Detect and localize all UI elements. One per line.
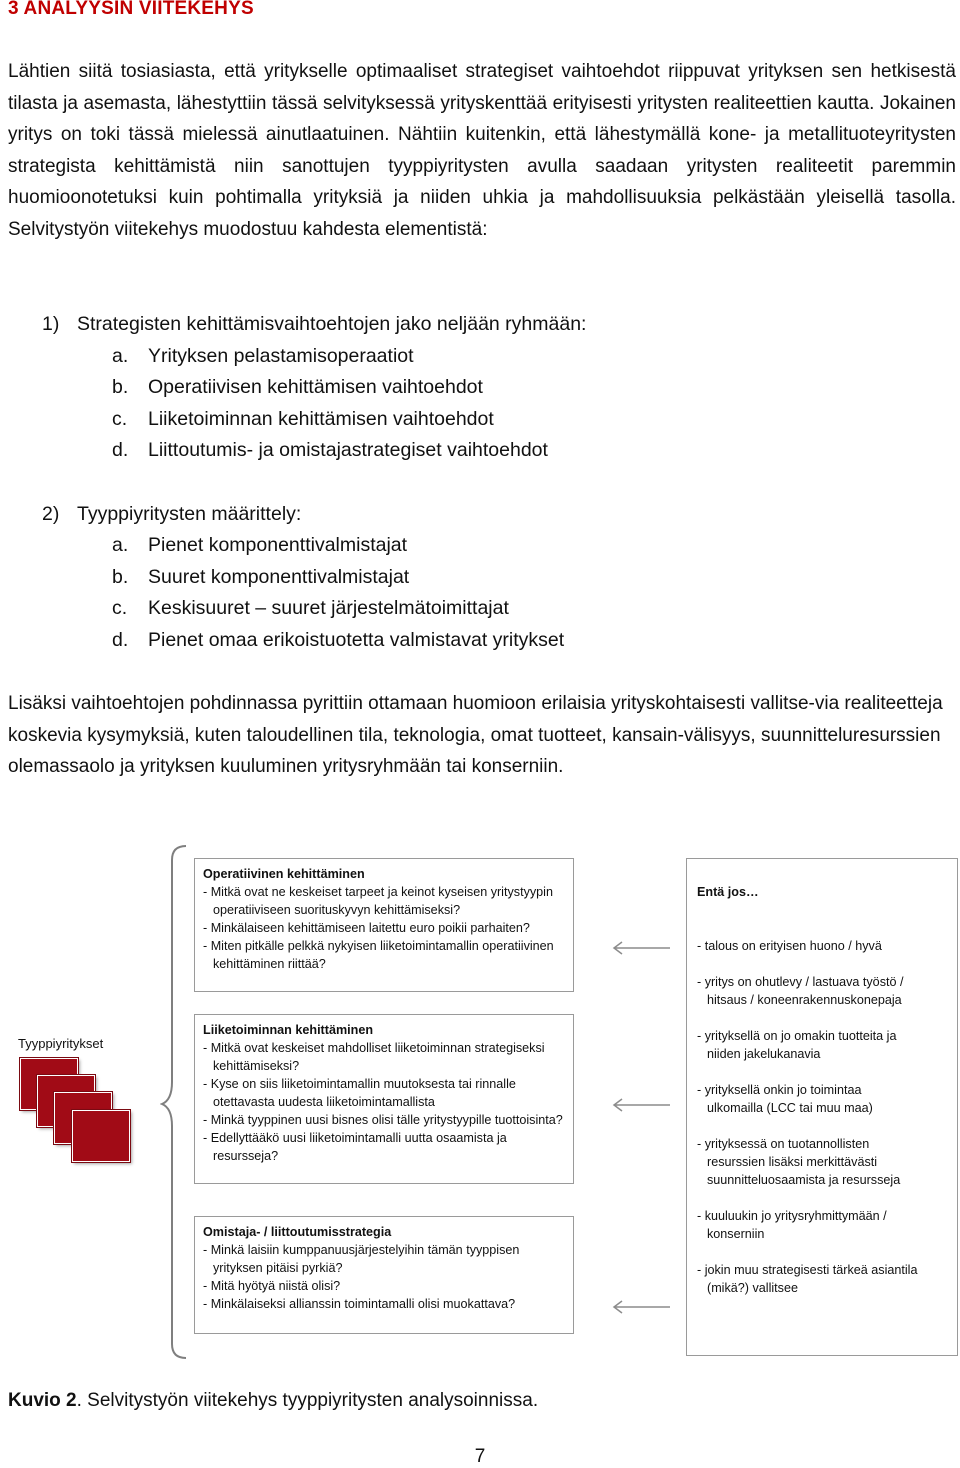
framework-diagram bbox=[0, 840, 960, 1370]
what-if-item: resurssien lisäksi merkittävästi bbox=[707, 1155, 878, 1169]
caption-label: Kuvio 2 bbox=[8, 1390, 77, 1411]
list2-item-letter: b. bbox=[112, 566, 129, 588]
box-title: Liiketoiminnan kehittäminen bbox=[203, 1023, 374, 1037]
box-bullet: - Mitkä ovat keskeiset mahdolliset liiketoiminnan strategiseksi kehittämiseksi? bbox=[203, 1041, 545, 1073]
what-if-item: hitsaus / koneenrakennuskonepaja bbox=[707, 993, 902, 1007]
list1-item-letter: d. bbox=[112, 439, 129, 461]
what-if-item: suunnitteluosaamista ja resursseja bbox=[707, 1173, 901, 1187]
curly-brace-icon bbox=[160, 842, 190, 1362]
box-bullet: - Minkälaiseen kehittämiseen laitettu euro poikii parhaiten? bbox=[203, 921, 530, 935]
intro-paragraph: Lähtien siitä tosiasiasta, että yritykselle optimaaliset strategiset vaihtoehdot riippuvat yrityksen sen hetkisestä tilasta ja asemasta, lähestyttiin tässä selvityksessä yrityskenttää erityisesti yritysten realiteettien kautta. Jokainen yritys on toki tässä mielessä ainutlaatuinen. Nähtiin kuitenkin, että lähestymällä kone- ja metallituoteyritysten strategista kehittämistä niin sanottujen tyyppiyritysten avulla saadaan yritysten realiteetit paremmin huomioonotetuksi kuin pohtimalla yrityksiä ja niiden uhkia ja mahdollisuuksia pelkästään yleisellä tasolla. Selvitystyön viitekehys muodostuu kahdesta elementistä: bbox=[8, 61, 956, 240]
what-if-box bbox=[686, 858, 958, 1356]
list1-item-letter: a. bbox=[112, 345, 129, 367]
list1-number: 1) bbox=[42, 313, 60, 335]
list1-item: Liittoutumis- ja omistajastrategiset vaihtoehdot bbox=[148, 439, 548, 461]
figure-caption bbox=[8, 1390, 538, 1412]
what-if-item: - yrityksellä onkin jo toimintaa bbox=[697, 1083, 862, 1097]
ownership-alliance-box bbox=[194, 1216, 574, 1334]
list1-item: Liiketoiminnan kehittämisen vaihtoehdot bbox=[148, 408, 494, 430]
box-bullet: - Miten pitkälle pelkkä nykyisen liiketoimintamallin operatiivinen kehittäminen riittää? bbox=[203, 939, 554, 971]
arrows bbox=[600, 930, 680, 1350]
operational-development-box bbox=[194, 858, 574, 992]
company-square bbox=[72, 1110, 130, 1162]
box-bullet: - Minkä laisiin kumppanuusjärjestelyihin tämän tyyppisen yrityksen pitäisi pyrkiä? bbox=[203, 1243, 520, 1275]
box-title: Omistaja- / liittoutumisstrategia bbox=[203, 1225, 392, 1239]
what-if-item: - yrityksessä on tuotannollisten bbox=[697, 1137, 870, 1151]
business-development-box bbox=[194, 1014, 574, 1184]
list2-item: Suuret komponenttivalmistajat bbox=[148, 566, 410, 588]
list2-item: Pienet komponenttivalmistajat bbox=[148, 534, 408, 556]
list2-item: Pienet omaa erikoistuotetta valmistavat yritykset bbox=[148, 629, 565, 651]
page-number: 7 bbox=[474, 1446, 486, 1467]
what-if-item: (mikä?) vallitsee bbox=[707, 1281, 798, 1295]
list2-title: Tyyppiyritysten määrittely: bbox=[77, 503, 302, 525]
typical-companies-label: Tyyppiyritykset bbox=[18, 1036, 104, 1051]
what-if-title: Entä jos… bbox=[697, 885, 759, 899]
box-bullet: - Minkälaiseksi allianssin toimintamalli olisi muokattava? bbox=[203, 1297, 516, 1311]
left-arrow-icon bbox=[614, 942, 670, 954]
list1-item-letter: c. bbox=[112, 408, 128, 430]
list1-item: Yrityksen pelastamisoperaatiot bbox=[148, 345, 414, 367]
box-bullet: - Edellyttääkö uusi liiketoimintamalli uutta osaamista ja resursseja? bbox=[203, 1131, 507, 1163]
list1-title: Strategisten kehittämisvaihtoehtojen jako neljään ryhmään: bbox=[77, 313, 587, 335]
box-title: Operatiivinen kehittäminen bbox=[203, 867, 365, 881]
list1-item: Operatiivisen kehittämisen vaihtoehdot bbox=[148, 376, 483, 398]
list1-item-letter: b. bbox=[112, 376, 129, 398]
list2-number: 2) bbox=[42, 503, 60, 525]
what-if-item: - yritys on ohutlevy / lastuava työstö / bbox=[697, 975, 904, 989]
caption-text: . Selvitystyön viitekehys tyyppiyritysten analysoinnissa. bbox=[76, 1390, 539, 1411]
what-if-item: - kuuluukin jo yritysryhmittymään / bbox=[697, 1209, 887, 1223]
left-arrow-icon bbox=[614, 1099, 670, 1111]
what-if-item: - yrityksellä on jo omakin tuotteita ja bbox=[697, 1029, 897, 1043]
list2-item-letter: a. bbox=[112, 534, 129, 556]
section-heading: 3 ANALYYSIN VIITEKEHYS bbox=[8, 0, 254, 19]
list2-item-letter: c. bbox=[112, 597, 128, 619]
box-bullet: - Kyse on siis liiketoimintamallin muutoksesta tai rinnalle otettavasta uudesta liiketoimintamallista bbox=[203, 1077, 516, 1109]
left-arrow-icon bbox=[614, 1301, 670, 1313]
closing-paragraph: Lisäksi vaihtoehtojen pohdinnassa pyrittiin ottamaan huomioon erilaisia yrityskohtaisesti vallitse-via realiteetteja koskevia kysymyksiä, kuten taloudellinen tila, teknologia, omat tuotteet, kansain-välisyys, suunnitteluresurssien olemassaolo ja yrityksen kuuluminen yritysryhmään tai konserniin. bbox=[8, 693, 943, 778]
box-bullet: - Minkä tyyppinen uusi bisnes olisi tälle yritystyypille tuottoisinta? bbox=[203, 1113, 563, 1127]
box-bullet: - Mitkä ovat ne keskeiset tarpeet ja keinot kyseisen yritystyypin operatiiviseen suorituskyvyn kehittämiseksi? bbox=[203, 885, 553, 917]
list2-item: Keskisuuret – suuret järjestelmätoimittajat bbox=[148, 597, 509, 619]
what-if-item: konserniin bbox=[707, 1227, 765, 1241]
what-if-item: - talous on erityisen huono / hyvä bbox=[697, 939, 882, 953]
what-if-item: niiden jakelukanavia bbox=[707, 1047, 821, 1061]
what-if-item: ulkomailla (LCC tai muu maa) bbox=[707, 1101, 873, 1115]
list2-item-letter: d. bbox=[112, 629, 129, 651]
box-bullet: - Mitä hyötyä niistä olisi? bbox=[203, 1279, 341, 1293]
what-if-item: - jokin muu strategisesti tärkeä asiantila bbox=[697, 1263, 918, 1277]
